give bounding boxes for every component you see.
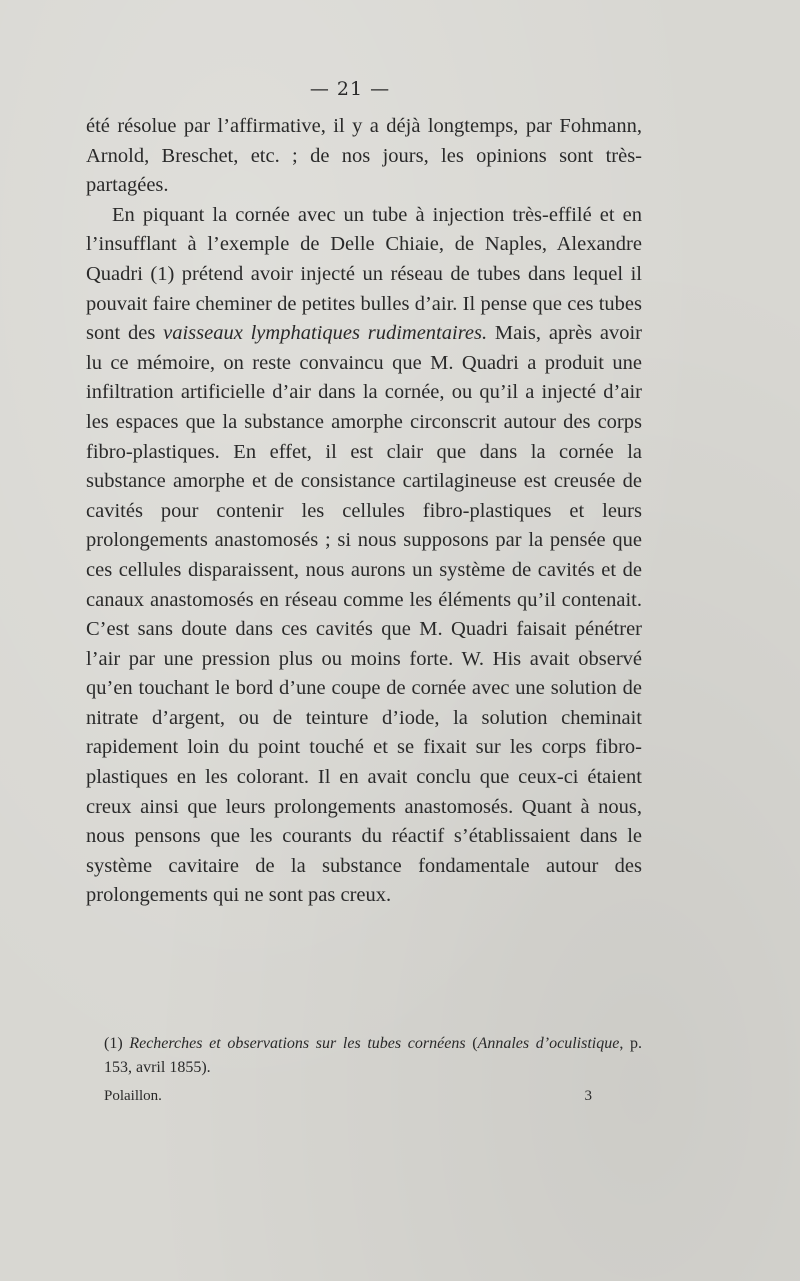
footnote-segment: (1) [104, 1035, 130, 1052]
footnote-segment: , p. 153, avril 1855). [104, 1035, 643, 1076]
p2-segment: En piquant la cornée avec un tube à injection très-effilé et en l’insufflant à l’exemple de Delle Chiaie, de Naples, Alexandre Quadri (1) prétend avoir injecté un réseau de tubes dans lequel il pouvait faire cheminer de petites bulles d’air. Il pense que ces tubes sont des [86, 203, 642, 345]
footnote-segment: ( [465, 1035, 478, 1052]
body-text [86, 112, 642, 911]
paragraph-2 [86, 201, 642, 911]
p2-segment: Mais, après avoir lu ce mémoire, on reste convaincu que M. Quadri a produit une infiltration artificielle d’air dans la cornée, ou qu’il a injecté d’air les espaces que la substance amorphe circonscrit autour des corps fibro-plastiques. En effet, il est clair que dans la cornée la substance amorphe et de consistance cartilagineuse est creusée de cavités pour contenir les cellules fibro-plastiques et leurs prolongements anastomosés ; si nous supposons par la pensée que ces cellules disparaissent, nous aurons un système de cavités et de canaux anastomosés en réseau comme les éléments qu’il contenait. C’est sans doute dans ces cavités que M. Quadri faisait pénétrer l’air par une pression plus ou moins forte. W. His avait observé qu’en touchant le bord d’une coupe de cornée avec une solution de nitrate d’argent, ou de teinture d’iode, la solution cheminait rapidement loin du point touché et se fixait sur les corps fibro-plastiques en les colorant. Il en avait conclu que ceux-ci étaient creux ainsi que leurs prolongements anastomosés. Quant à nous, nous pensons que les courants du réactif s’établissaient dans le système cavitaire de la substance fondamentale autour des prolongements qui ne sont pas creux. [86, 322, 643, 907]
footnote-segment: Annales d’oculistique [477, 1035, 620, 1052]
footnote-segment: Recherches et observations sur les tubes cornéens [129, 1035, 466, 1052]
signature-line [104, 1088, 642, 1105]
page-number: — 21 — [309, 78, 391, 100]
printer-signature: Polaillon. [104, 1088, 162, 1104]
p1-segment: été résolue par l’affirmative, il y a déjà longtemps, par Fohmann, Arnold, Breschet, etc. ; de nos jours, les opinions sont très-partagées. [86, 115, 642, 197]
paragraph-1 [86, 112, 642, 201]
footnote [104, 1032, 642, 1080]
signature-mark: 3 [584, 1088, 592, 1104]
p2-segment: vaisseaux lymphatiques rudimentaires. [163, 322, 488, 345]
footnote-text [104, 1032, 642, 1080]
